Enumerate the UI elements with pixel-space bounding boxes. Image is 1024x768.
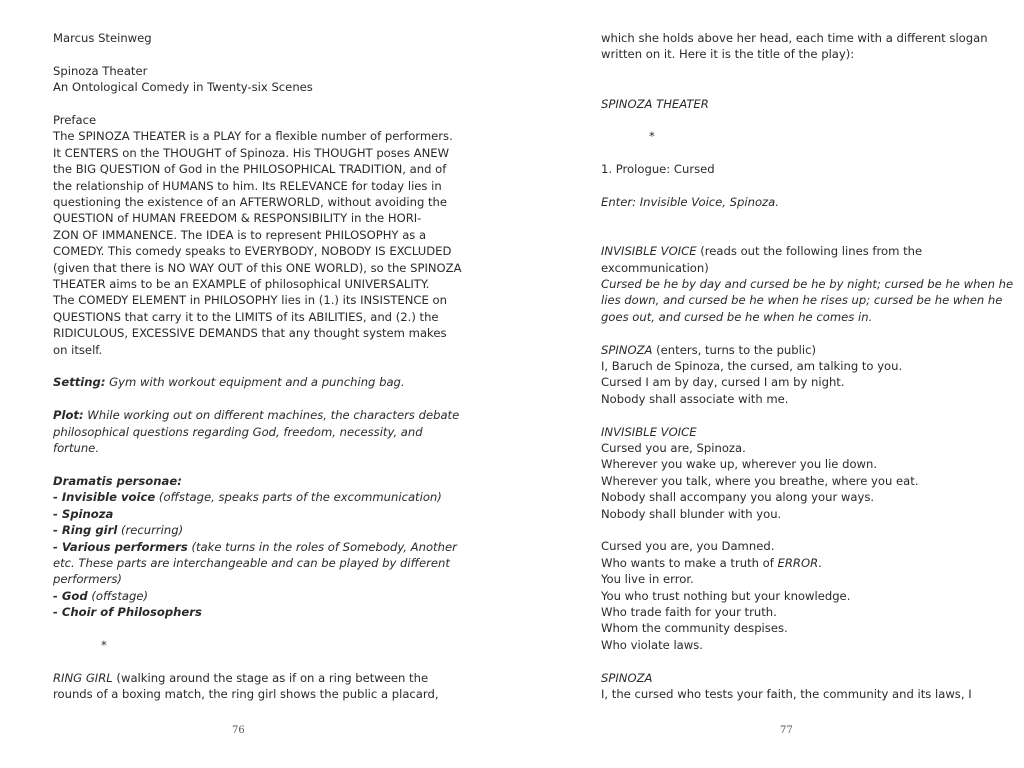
plot-label: Plot: <box>53 408 84 423</box>
dialogue-line: I, Baruch de Spinoza, the cursed, am talking to you. <box>601 359 903 373</box>
scene-heading: 1. Prologue: Cursed <box>601 162 715 177</box>
plot-text: While working out on different machines, the characters debate <box>83 408 460 423</box>
plot-line: fortune. <box>53 441 100 456</box>
plot-line: philosophical questions regarding God, freedom, necessity, and <box>53 424 423 439</box>
preface-line: THEATER aims to be an EXAMPLE of philosophical UNIVERSALITY. <box>53 277 430 292</box>
dialogue-line: You live in error. <box>601 572 694 587</box>
cast-note: (offstage, speaks parts of the excommunication) <box>155 490 442 505</box>
cast-name: - Ring girl <box>53 523 118 538</box>
dialogue-line: Cursed I am by day, cursed I am by night. <box>601 375 845 390</box>
speaker-name: SPINOZA <box>601 670 653 685</box>
dialogue-line: Cursed you are, you Damned. <box>601 539 775 554</box>
stage-direction: (reads out the following lines from the <box>696 244 923 259</box>
dialogue-line: Wherever you wake up, wherever you lie down. <box>601 457 878 472</box>
cast-item <box>53 588 453 604</box>
cast-item: - Spinoza <box>53 506 114 521</box>
dialogue-line: Who violate laws. <box>601 637 703 652</box>
dialogue-line: Nobody shall blunder with you. <box>601 506 782 521</box>
ring-girl-line: rounds of a boxing match, the ring girl shows the public a placard, <box>53 687 439 702</box>
text-line: written on it. Here it is the title of the play): <box>601 47 855 62</box>
right-page <box>601 30 1014 702</box>
cast-item <box>53 522 453 538</box>
author-name: Marcus Steinweg <box>53 31 152 45</box>
cast-item <box>53 489 453 505</box>
dialogue-line: Nobody shall associate with me. <box>601 391 789 406</box>
setting-text: Gym with workout equipment and a punching bag. <box>105 375 405 390</box>
play-title: Spinoza Theater <box>53 63 148 78</box>
dialogue-line <box>601 555 991 571</box>
cast-item: - Choir of Philosophers <box>53 605 202 620</box>
preface-line: COMEDY. This comedy speaks to EVERYBODY, NOBODY IS EXCLUDED <box>53 244 452 259</box>
cast-note: (take turns in the roles of Somebody, Another <box>187 539 457 554</box>
setting-line <box>53 374 453 390</box>
preface-line: QUESTION of HUMAN FREEDOM & RESPONSIBILITY in the HORI- <box>53 211 422 226</box>
preface-paragraph <box>53 128 462 358</box>
dialogue-text: Who wants to make a truth of <box>601 555 778 570</box>
text-line: which she holds above her head, each time with a different slogan <box>601 31 988 45</box>
page-number-right: 77 <box>780 725 793 736</box>
speaker-line <box>601 342 991 358</box>
cast-note: (recurring) <box>117 523 184 538</box>
speaker-name: INVISIBLE VOICE <box>601 424 697 439</box>
section-divider-star: * <box>101 637 107 652</box>
dialogue-line: Nobody shall accompany you along your ways. <box>601 490 875 505</box>
speaker-line <box>601 243 991 259</box>
cast-name: - Various performers <box>53 539 188 554</box>
enter-direction: Enter: Invisible Voice, Spinoza. <box>601 194 779 209</box>
curse-line: lies down, and cursed be he when he rises up; cursed be he when he <box>601 293 1003 308</box>
section-divider-star: * <box>649 129 655 144</box>
dialogue-line: Whom the community despises. <box>601 621 788 636</box>
curse-line: Cursed be he by day and cursed be he by night; cursed be he when he <box>601 276 1014 291</box>
page-number-left: 76 <box>232 725 245 736</box>
cast-item-continued: etc. These parts are interchangeable and can be played by different <box>53 555 450 570</box>
dialogue-line: Who trade faith for your truth. <box>601 605 777 620</box>
preface-line: The COMEDY ELEMENT in PHILOSOPHY lies in (1.) its INSISTENCE on <box>53 293 447 308</box>
speaker-name: SPINOZA <box>601 342 653 357</box>
preface-line: (given that there is NO WAY OUT of this ONE WORLD), so the SPINOZA <box>53 260 462 275</box>
cast-name: - Invisible voice <box>53 490 156 505</box>
preface-line: the relationship of HUMANS to him. Its RELEVANCE for today lies in <box>53 178 442 193</box>
speaker-name: INVISIBLE VOICE <box>601 244 697 259</box>
preface-heading: Preface <box>53 113 97 127</box>
preface-line: RIDICULOUS, EXCESSIVE DEMANDS that any thought system makes <box>53 326 447 341</box>
ring-girl-line <box>53 670 453 686</box>
cast-item-continued: performers) <box>53 572 122 587</box>
dialogue-line: I, the cursed who tests your faith, the community and its laws, I <box>601 687 972 702</box>
preface-line: on itself. <box>53 342 103 357</box>
dramatis-heading: Dramatis personae: <box>53 473 182 488</box>
play-subtitle: An Ontological Comedy in Twenty-six Scenes <box>53 80 313 95</box>
dialogue-line: Cursed you are, Spinoza. <box>601 441 746 456</box>
cast-item <box>53 539 457 555</box>
emphasis-word: ERROR <box>777 555 819 570</box>
preface-line: QUESTIONS that carry it to the LIMITS of its ABILITIES, and (2.) the <box>53 309 439 324</box>
left-page <box>53 30 462 703</box>
stage-direction: excommunication) <box>601 260 709 275</box>
play-title-placard: SPINOZA THEATER <box>601 96 709 111</box>
dialogue-line: Wherever you talk, where you breathe, where you eat. <box>601 473 919 488</box>
preface-line: the BIG QUESTION of God in the PHILOSOPHICAL TRADITION, and of <box>53 162 447 177</box>
setting-label: Setting: <box>53 375 106 390</box>
curse-line: goes out, and cursed be he when he comes in. <box>601 309 873 324</box>
stage-direction: (walking around the stage as if on a ring between the <box>112 670 429 685</box>
stage-direction: (enters, turns to the public) <box>652 342 816 357</box>
dialogue-text: . <box>818 555 822 570</box>
preface-line: questioning the existence of an AFTERWORLD, without avoiding the <box>53 195 448 210</box>
dialogue-line: You who trust nothing but your knowledge. <box>601 588 851 603</box>
speaker-name: RING GIRL <box>53 670 113 685</box>
preface-line: It CENTERS on the THOUGHT of Spinoza. His THOUGHT poses ANEW <box>53 145 450 160</box>
cast-note: (offstage) <box>87 588 149 603</box>
preface-line: The SPINOZA THEATER is a PLAY for a flexible number of performers. <box>53 129 453 144</box>
cast-name: - God <box>53 588 88 603</box>
plot-line <box>53 407 460 423</box>
preface-line: ZON OF IMMANENCE. The IDEA is to represent PHILOSOPHY as a <box>53 227 427 242</box>
